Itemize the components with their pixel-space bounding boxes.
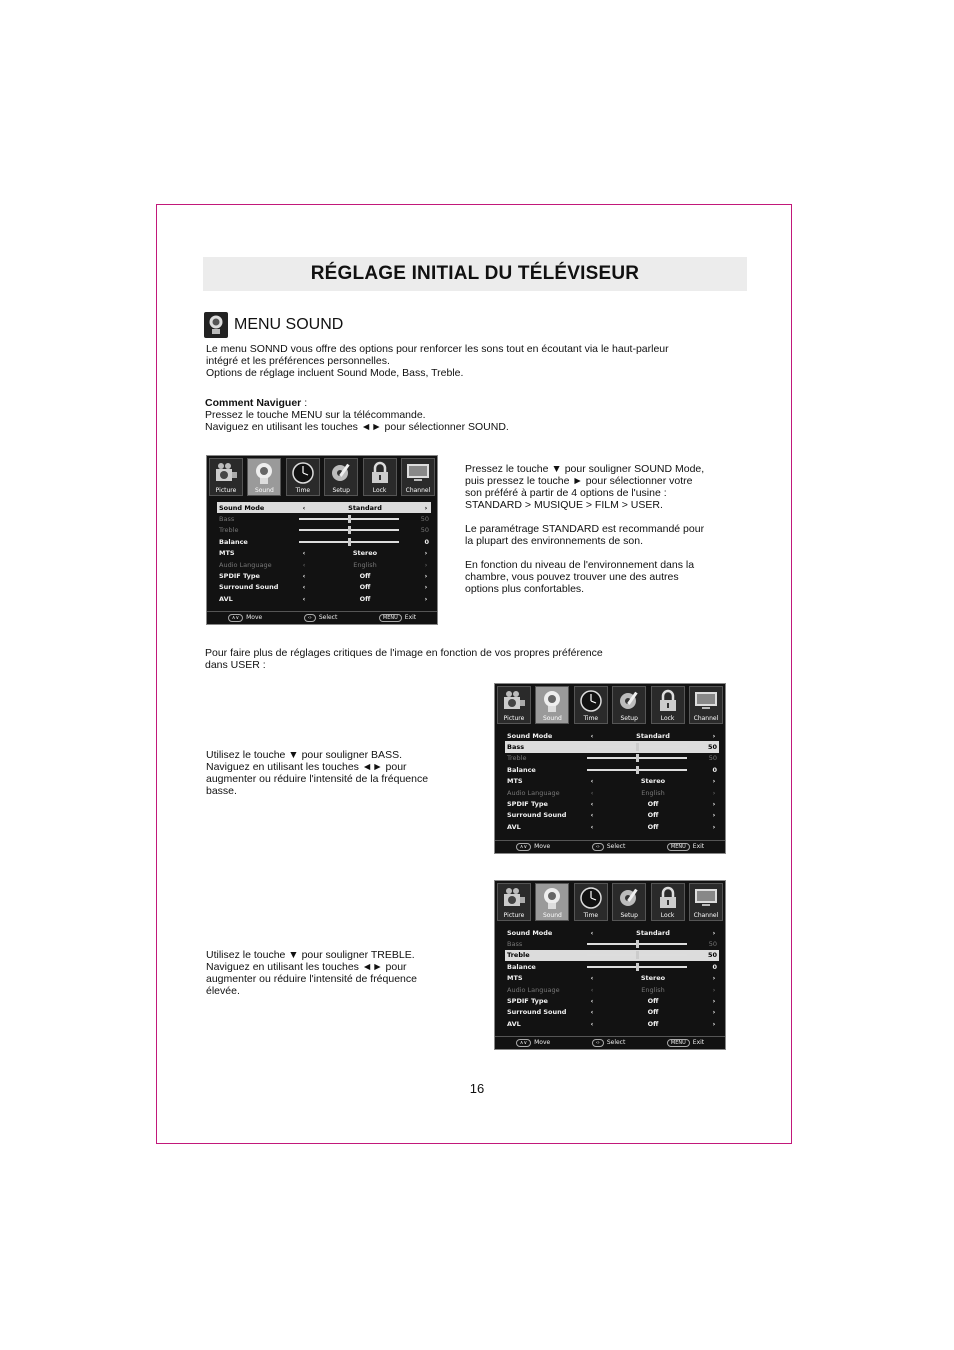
menu-tab-label: Lock [660,912,675,919]
camera-icon [213,459,239,489]
text-line: la plupart des environnements de son. [465,535,644,547]
footer-hint: ∧∨ Move [228,614,262,622]
monitor-icon [405,459,431,489]
standard-text [465,523,704,547]
menu-row-label: SPDIF Type [507,800,548,809]
menu-tab-label: Channel [693,715,719,722]
menu-tab-label: Sound [542,715,562,722]
menu-row-value: Stereo [352,549,378,558]
menu-row [217,502,431,513]
menu-row-value: Off [647,811,659,820]
menu-row-value: Stereo [640,974,666,983]
left-arrow-icon: ‹ [302,583,306,592]
left-arrow-icon: ‹ [302,594,306,603]
menu-slider [299,518,399,520]
menu-row-label: Treble [219,526,239,535]
footer-hint: ‹› Select [592,843,626,851]
menu-slider [587,769,687,771]
monitor-icon [693,687,719,717]
menu-row [505,1018,719,1029]
menu-row-value: Off [359,572,371,581]
footer-key: MENU [667,1039,690,1047]
menu-row-value: English [641,788,665,797]
menu-slider [587,966,687,968]
title-bar [203,257,747,291]
menu-footer [495,1036,725,1049]
menu-row-label: Sound Mode [507,928,553,937]
menu-row-value: 50 [420,526,429,535]
menu-tab-setup [612,686,646,724]
menu-row-label: Treble [507,951,530,960]
footer-hint: ∧∨ Move [516,1039,550,1047]
menu-row [505,961,719,972]
menu-row-label: Balance [507,765,536,774]
section-header [204,312,343,338]
right-arrow-icon: › [712,788,716,797]
navigation-text [205,397,509,433]
nav-line: Naviguez en utilisant les touches ◄► pour sélectionner SOUND. [205,421,509,433]
menu-slider [587,954,687,956]
menu-row-value: Off [647,1019,659,1028]
menu-row-label: Bass [507,743,525,752]
text-line: son préféré à partir de 4 options de l'usine : [465,487,667,499]
slider-knob [636,951,639,959]
text-line: basse. [206,785,237,797]
menu-footer [495,840,725,853]
left-arrow-icon: ‹ [302,560,306,569]
slider-knob [348,538,351,546]
nav-heading-line [205,397,509,409]
menu-row-label: SPDIF Type [507,997,548,1006]
menu-tab-label: Setup [620,715,638,722]
menu-tab-label: Lock [660,715,675,722]
left-arrow-icon: ‹ [590,811,594,820]
menu-row [505,753,719,764]
text-line: Pour faire plus de réglages critiques de l'image en fonction de vos propres préférence [205,647,603,659]
menu-tab-channel [689,883,723,921]
menu-row-label: AVL [507,1019,521,1028]
menu-row-label: Surround Sound [507,811,567,820]
menu-tabs [495,684,725,726]
menu-row [217,582,431,593]
lock-icon [367,459,393,489]
nav-heading: Comment Naviguer [205,397,302,409]
intro-line: Le menu SONND vous offre des options pour renforcer les sons tout en écoutant via le haut-parleur [206,343,669,355]
footer-hint: MENU Exit [667,1039,704,1047]
text-line: Pressez le touche ▼ pour souligner SOUND Mode, [465,463,705,475]
menu-row [505,927,719,938]
menu-tab-label: Lock [372,487,387,494]
menu-tab-sound [535,686,569,724]
left-arrow-icon: ‹ [590,928,594,937]
lock-icon [655,884,681,914]
menu-row [505,764,719,775]
right-arrow-icon: › [424,549,428,558]
left-arrow-icon: ‹ [590,800,594,809]
menu-row [505,730,719,741]
footer-key: ‹› [592,1039,604,1047]
menu-tab-time [286,458,320,496]
text-line: options plus confortables. [465,583,585,595]
menu-tab-picture [497,883,531,921]
footer-hint: MENU Exit [379,614,416,622]
gear-icon [616,687,642,717]
text-line: puis pressez le touche ► pour sélectionner votre [465,475,693,487]
left-arrow-icon: ‹ [590,974,594,983]
intro-text [206,343,669,379]
menu-row-label: Audio Language [507,788,560,797]
menu-row-label: Audio Language [507,985,560,994]
right-arrow-icon: › [712,811,716,820]
slider-knob [348,526,351,534]
menu-tab-setup [324,458,358,496]
slider-knob [636,766,639,774]
right-arrow-icon: › [424,572,428,581]
menu-row-value: 0 [424,537,429,546]
menu-row-label: Sound Mode [507,731,553,740]
menu-row-label: SPDIF Type [219,572,260,581]
menu-row [505,776,719,787]
left-arrow-icon: ‹ [302,572,306,581]
environment-text [465,559,694,595]
menu-row-label: Treble [507,754,527,763]
menu-tab-label: Picture [503,715,525,722]
menu-tab-label: Setup [332,487,350,494]
menu-tab-label: Channel [693,912,719,919]
bass-menu-screenshot [494,683,726,854]
menu-tab-time [574,883,608,921]
menu-tab-label: Channel [405,487,431,494]
menu-tab-picture [497,686,531,724]
page-title: RÉGLAGE INITIAL DU TÉLÉVISEUR [310,263,640,284]
menu-row-label: Bass [507,940,523,949]
footer-key: ∧∨ [516,843,531,851]
menu-tabs [207,456,437,498]
menu-row [217,513,431,524]
menu-row [505,798,719,809]
right-arrow-icon: › [712,928,716,937]
right-arrow-icon: › [424,583,428,592]
footer-hint: ∧∨ Move [516,843,550,851]
menu-row-label: Surround Sound [219,583,279,592]
menu-row-value: Off [647,822,659,831]
menu-row-label: MTS [507,777,523,786]
menu-row [217,536,431,547]
menu-slider [587,757,687,759]
menu-row [505,938,719,949]
text-line: élevée. [206,985,240,997]
right-arrow-icon: › [424,503,428,512]
menu-tabs [495,881,725,923]
menu-row [505,984,719,995]
menu-tab-lock [651,686,685,724]
text-line: Naviguez en utilisant les touches ◄► pour [206,961,407,973]
lock-icon [655,687,681,717]
footer-key: ‹› [592,843,604,851]
sound-menu-screenshot [206,455,438,625]
footer-key: ∧∨ [228,614,243,622]
menu-row [505,821,719,832]
menu-row [217,525,431,536]
text-line: En fonction du niveau de l'environnement dans la [465,559,695,571]
right-arrow-icon: › [712,1019,716,1028]
menu-row-value: 50 [708,754,717,763]
footer-key: ‹› [304,614,316,622]
left-arrow-icon: ‹ [590,777,594,786]
menu-tab-label: Sound [254,487,274,494]
sound-mode-text [465,463,704,511]
treble-menu-screenshot [494,880,726,1050]
right-arrow-icon: › [712,800,716,809]
slider-knob [636,743,639,751]
menu-tab-channel [401,458,435,496]
section-title: MENU SOUND [234,316,344,333]
menu-row-value: Standard [636,731,670,740]
intro-line: intégré et les préférences personnelles. [206,355,390,367]
menu-tab-label: Sound [542,912,562,919]
right-arrow-icon: › [424,594,428,603]
menu-row-value: Off [647,1008,659,1017]
intro-line: Options de réglage incluent Sound Mode, Bass, Treble. [206,367,464,379]
menu-tab-channel [689,686,723,724]
menu-row-value: Off [647,800,659,809]
footer-hint: MENU Exit [667,843,704,851]
menu-rows [505,730,719,833]
text-line: Naviguez en utilisant les touches ◄► pour [206,761,407,773]
treble-text [206,949,417,997]
menu-row-value: Off [647,997,659,1006]
text-line: Le paramétrage STANDARD est recommandé pour [465,523,705,535]
user-text [205,647,603,671]
menu-row [505,995,719,1006]
left-arrow-icon: ‹ [590,1008,594,1017]
menu-tab-label: Time [295,487,311,494]
menu-row-value: English [641,985,665,994]
footer-hint: ‹› Select [592,1039,626,1047]
menu-row-value: 0 [712,962,717,971]
menu-row [505,950,719,961]
slider-knob [348,515,351,523]
right-arrow-icon: › [712,985,716,994]
menu-tab-sound [247,458,281,496]
menu-tab-label: Time [583,912,599,919]
speaker-icon [204,312,228,338]
menu-rows [505,927,719,1030]
menu-row-value: 0 [712,765,717,774]
footer-key: MENU [379,614,402,622]
menu-row-label: AVL [219,594,233,603]
menu-row-label: Balance [219,537,248,546]
menu-row-label: AVL [507,822,521,831]
menu-row [505,1007,719,1018]
menu-tab-setup [612,883,646,921]
text-line: STANDARD > MUSIQUE > FILM > USER. [465,499,663,511]
menu-tab-label: Setup [620,912,638,919]
left-arrow-icon: ‹ [590,788,594,797]
menu-row [217,593,431,604]
text-line: Utilisez le touche ▼ pour souligner BASS. [206,749,402,761]
slider-knob [636,940,639,948]
menu-row-label: Audio Language [219,560,272,569]
clock-icon [290,459,316,489]
page-number: 16 [469,1081,485,1096]
monitor-icon [693,884,719,914]
menu-slider [299,529,399,531]
menu-row-value: Stereo [640,777,666,786]
nav-line: Pressez le touche MENU sur la télécommande. [205,409,426,421]
right-arrow-icon: › [712,731,716,740]
menu-row-label: Bass [219,515,235,524]
slider-knob [636,754,639,762]
menu-row-value: 50 [707,951,717,960]
menu-tab-label: Time [583,715,599,722]
menu-row [217,570,431,581]
right-arrow-icon: › [712,1008,716,1017]
text-line: augmenter ou réduire l'intensité de la fréquence [206,773,429,785]
slider-knob [636,963,639,971]
menu-row-value: Off [359,594,371,603]
menu-tab-sound [535,883,569,921]
menu-tab-label: Picture [215,487,237,494]
menu-row [505,973,719,984]
text-line: dans USER : [205,659,266,671]
menu-slider [587,943,687,945]
left-arrow-icon: ‹ [590,997,594,1006]
text-line: Utilisez le touche ▼ pour souligner TREBLE. [206,949,415,961]
right-arrow-icon: › [712,974,716,983]
right-arrow-icon: › [424,560,428,569]
menu-tab-lock [651,883,685,921]
speaker-icon [539,687,565,717]
gear-icon [616,884,642,914]
camera-icon [501,884,527,914]
gear-icon [328,459,354,489]
menu-row-value: Standard [636,928,670,937]
menu-row-label: Surround Sound [507,1008,567,1017]
menu-row [505,787,719,798]
menu-tab-picture [209,458,243,496]
right-arrow-icon: › [712,822,716,831]
menu-row-value: 50 [708,940,717,949]
footer-key: MENU [667,843,690,851]
menu-row-label: MTS [507,974,523,983]
menu-row [217,559,431,570]
menu-row [505,810,719,821]
footer-key: ∧∨ [516,1039,531,1047]
footer-hint: ‹› Select [304,614,338,622]
menu-slider [299,541,399,543]
speaker-icon [251,459,277,489]
menu-tab-label: Picture [503,912,525,919]
clock-icon [578,884,604,914]
menu-rows [217,502,431,605]
speaker-icon [539,884,565,914]
left-arrow-icon: ‹ [590,985,594,994]
left-arrow-icon: ‹ [302,503,306,512]
clock-icon [578,687,604,717]
left-arrow-icon: ‹ [302,549,306,558]
left-arrow-icon: ‹ [590,731,594,740]
menu-slider [587,746,687,748]
menu-tab-time [574,686,608,724]
menu-tab-lock [363,458,397,496]
menu-row-label: Sound Mode [219,503,265,512]
menu-row [217,548,431,559]
camera-icon [501,687,527,717]
text-line: chambre, vous pouvez trouver une des autres [465,571,679,583]
text-line: augmenter ou réduire l'intensité de fréquence [206,973,417,985]
right-arrow-icon: › [712,777,716,786]
bass-text [206,749,428,797]
menu-row-value: Off [359,583,371,592]
menu-row-value: English [353,560,377,569]
menu-footer [207,611,437,624]
nav-heading-suffix: : [301,397,308,409]
menu-row-value: 50 [707,743,717,752]
menu-row-label: Balance [507,962,536,971]
menu-row-value: 50 [420,515,429,524]
menu-row-value: Standard [348,503,382,512]
right-arrow-icon: › [712,997,716,1006]
left-arrow-icon: ‹ [590,1019,594,1028]
left-arrow-icon: ‹ [590,822,594,831]
menu-row [505,741,719,752]
menu-row-label: MTS [219,549,235,558]
